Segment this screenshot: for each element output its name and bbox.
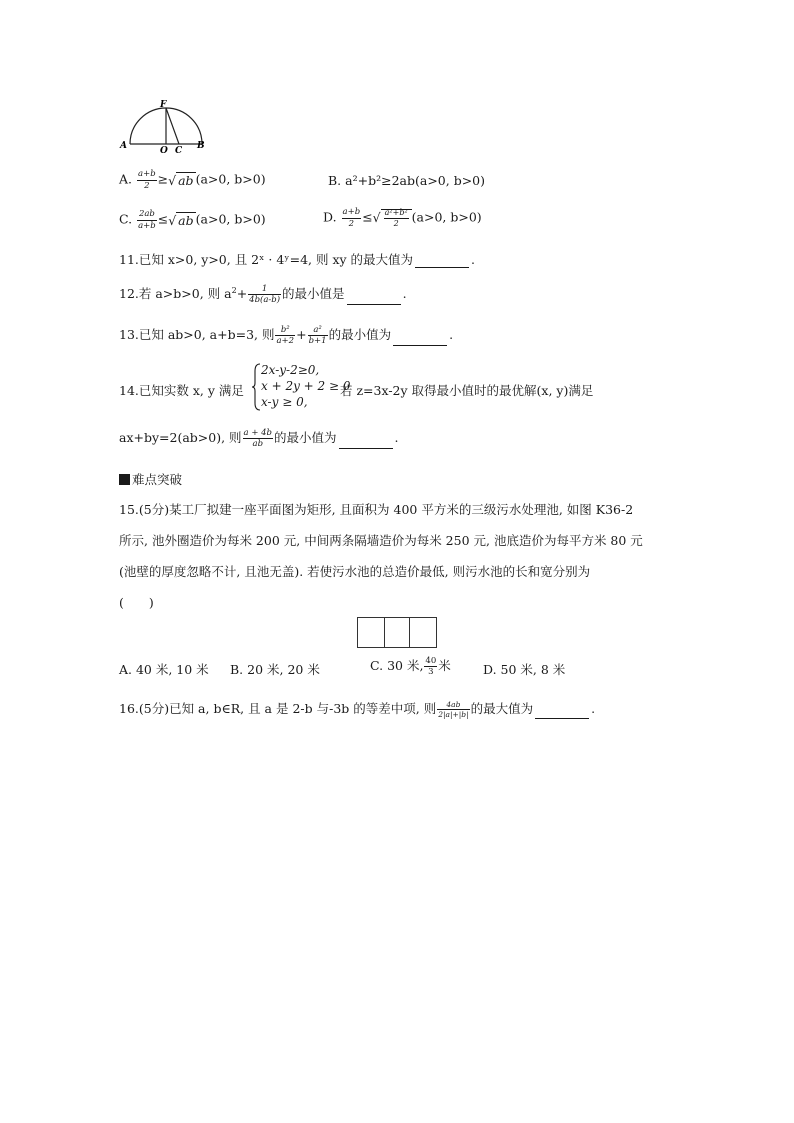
segment-fc <box>166 108 179 144</box>
q10-d-fraction: $\frac{a+b}{2}$ <box>342 207 361 229</box>
question-13: 13.已知 ab>0, a+b=3, 则 $\frac{\text{b²}}{a+2}$ + $\frac{\text{a²}}{b+1}$ 的最小值为 . <box>119 324 454 346</box>
q10-a-sqrt: √ ab <box>168 172 194 188</box>
q14-constraint-3: x-y ≥ 0, <box>261 395 308 409</box>
q16-fraction: $\frac{4ab}{2|a|+|b|}$ <box>438 699 469 719</box>
label-a: A <box>120 141 127 151</box>
q14-constraint-2: x + 2y + 2 ≥ 0 <box>261 379 351 393</box>
section-heading: 难点突破 <box>119 470 182 488</box>
q10-d-sqrt: √ $\frac{\text{a²+b²}}{2}$ <box>373 209 412 228</box>
answer-blank[interactable] <box>339 436 393 449</box>
question-15-line3: (池壁的厚度忽略不计, 且池无盖). 若使污水池的总造价最低, 则污水池的长和宽分别为 <box>119 564 591 579</box>
answer-blank[interactable] <box>535 706 589 719</box>
label-f: F <box>160 100 167 110</box>
q15-c-fraction: $\frac{40}{3}$ <box>425 655 437 677</box>
section-square-icon <box>119 474 130 485</box>
q10-option-b: B. a²+b²≥2ab(a>0, b>0) <box>328 173 485 188</box>
q10-c-fraction: $\frac{2ab}{a+b}$ <box>138 209 156 231</box>
question-14-suffix: 若 z=3x-2y 取得最小值时的最优解(x, y)满足 <box>340 383 594 398</box>
q15-option-c: C. 30 米, $\frac{40}{3}$ 米 <box>370 655 451 677</box>
answer-blank[interactable] <box>415 255 469 268</box>
semicircle-figure <box>118 100 218 156</box>
question-14-line2: ax+by=2(ab>0), 则 $\frac{a + 4b}{ab}$ 的最小值为 . <box>119 427 399 449</box>
pool-partition-1 <box>384 618 385 647</box>
question-16: 16.(5分)已知 a, b∈R, 且 a 是 2-b 与-3b 的等差中项, 则 $\frac{4ab}{2|a|+|b|}$ 的最大值为 . <box>119 699 596 719</box>
label-c: C <box>175 146 183 156</box>
question-14-prefix: 14.已知实数 x, y 满足 <box>119 383 244 398</box>
q15-option-b: B. 20 米, 20 米 <box>230 662 320 677</box>
q10-option-d: D. $\frac{a+b}{2}$ ≤√ $\frac{\text{a²+b²}}{2}$ (a>0, b>0) <box>323 207 482 229</box>
q10-a-fraction: $\frac{a+b}{2}$ <box>138 169 156 191</box>
question-12: 12.若 a>b>0, 则 $a^2+$ $\frac{1}{4b(a-b)}$ 的最小值是 . <box>119 283 407 305</box>
q12-fraction: $\frac{1}{4b(a-b)}$ <box>249 283 281 305</box>
answer-blank[interactable] <box>393 333 447 346</box>
q10-option-a: A. $\frac{a+b}{2}$ ≥√ ab (a>0, b>0) <box>119 169 266 191</box>
label-o: O <box>160 146 168 156</box>
answer-blank[interactable] <box>347 292 401 305</box>
question-15-line1: 15.(5分)某工厂拟建一座平面图为矩形, 且面积为 400 平方米的三级污水处理池, 如图 K36-2 <box>119 502 634 517</box>
pool-diagram <box>357 617 437 648</box>
q14-constraint-1: 2x-y-2≥0, <box>261 363 320 377</box>
q14-fraction: $\frac{a + 4b}{ab}$ <box>243 427 272 449</box>
q10-option-c: C. $\frac{2ab}{a+b}$ ≤√ ab (a>0, b>0) <box>119 209 266 231</box>
question-15-line2: 所示, 池外圈造价为每米 200 元, 中间两条隔墙造价为每米 250 元, 池底造价为每平方米 80 元 <box>119 533 643 548</box>
q15-option-a: A. 40 米, 10 米 <box>119 662 209 677</box>
question-11: 11.已知 x>0, y>0, 且 2ˣ · 4ʸ=4, 则 xy 的最大值为 . <box>119 252 476 267</box>
q10-c-sqrt: √ ab <box>168 212 194 228</box>
q15-option-d: D. 50 米, 8 米 <box>483 662 566 677</box>
label-b: B <box>197 141 205 151</box>
q13-fraction-1: $\frac{\text{b²}}{a+2}$ <box>276 324 295 346</box>
question-15-answer-paren: ( ) <box>119 595 154 610</box>
q13-fraction-2: $\frac{\text{a²}}{b+1}$ <box>308 324 327 346</box>
pool-partition-2 <box>409 618 410 647</box>
